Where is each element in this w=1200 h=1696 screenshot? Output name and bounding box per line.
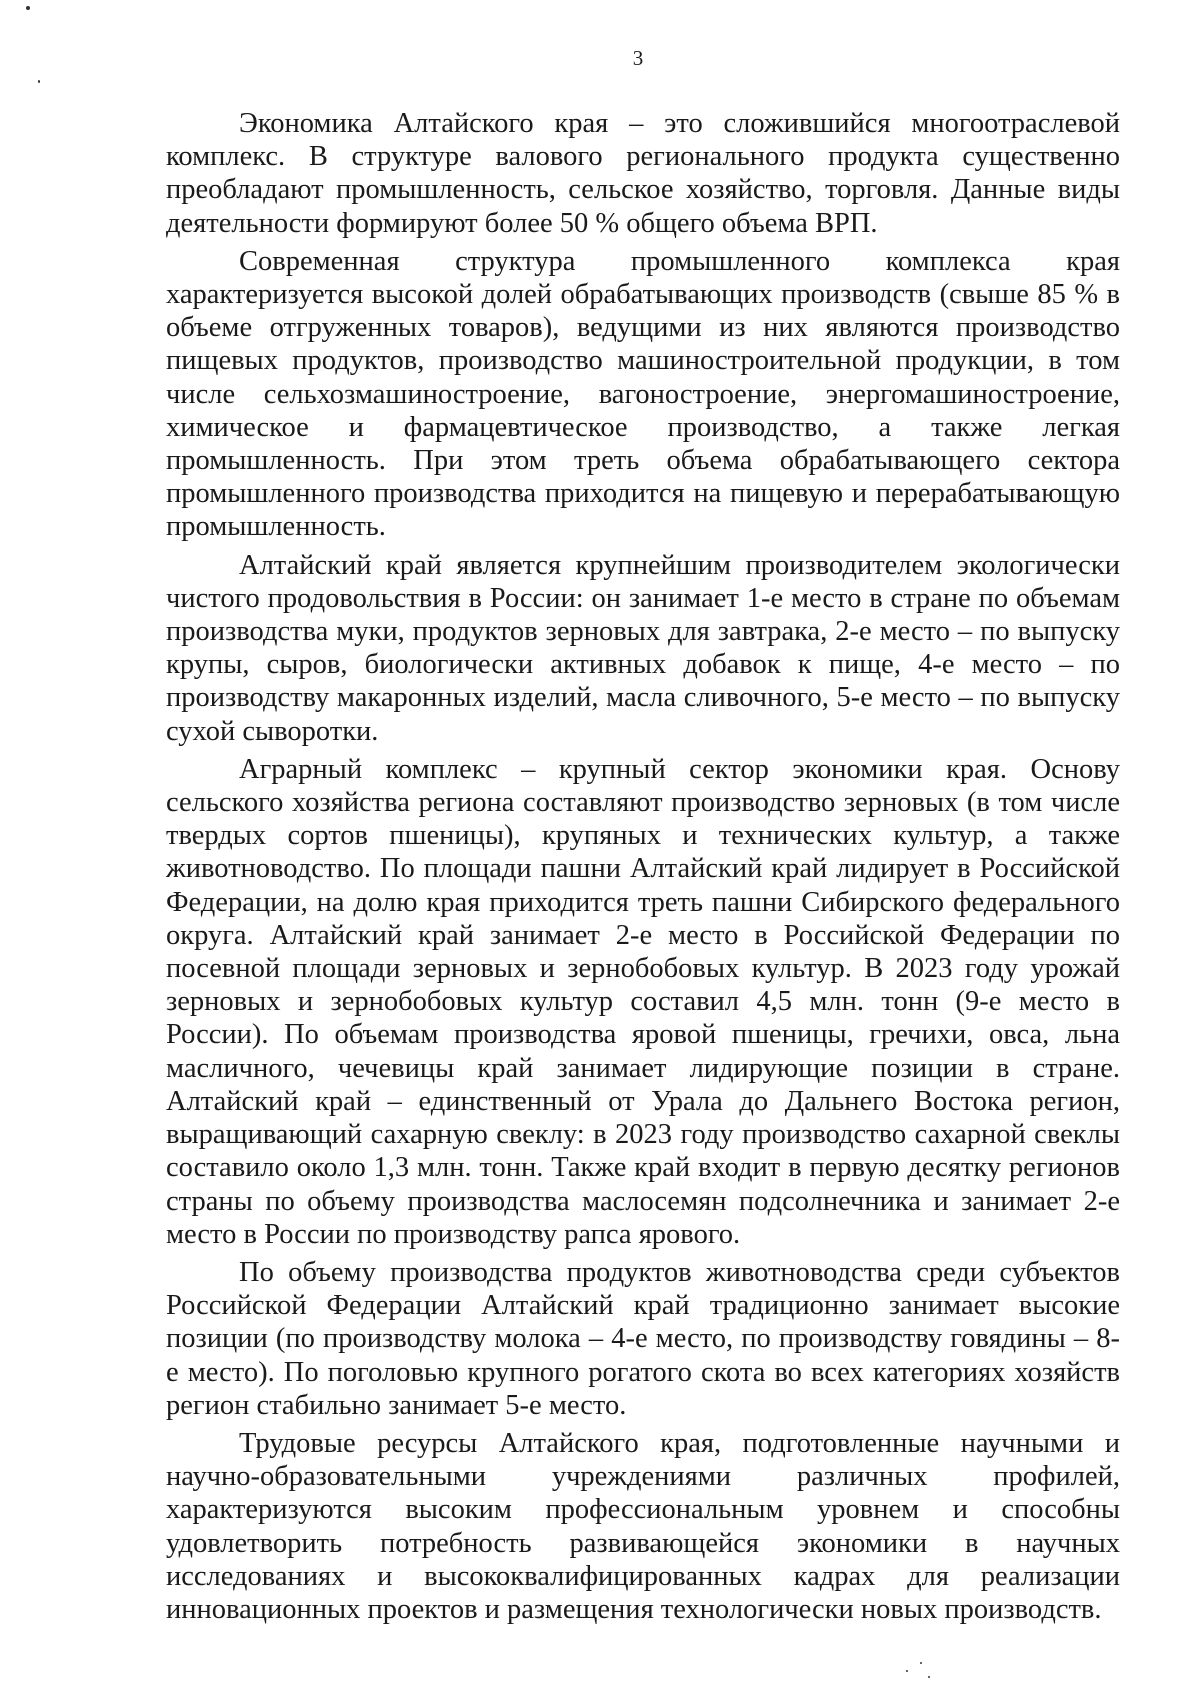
document-body: [166, 107, 1120, 1626]
scan-speck: [38, 80, 40, 83]
scan-speck: [26, 6, 30, 10]
paragraph-industry: Современная структура промышленного комплекса края характеризуется высокой долей обрабатывающих производств (свыше 85 % в объеме отгруженных товаров), ведущими из них являются производство пищевых продуктов, производство машиностроительной продукции, в том числе сельхозмашиностроение, вагоностроение, энергомашиностроение, химическое и фармацевтическое производство, а также легкая промышленность. При этом треть объема обрабатывающего сектора промышленного производства приходится на пищевую и перерабатывающую промышленность.: [166, 245, 1120, 543]
paragraph-labor-resources: Трудовые ресурсы Алтайского края, подготовленные научными и научно-образовательными учреждениями различных профилей, характеризуются высоким профессиональным уровнем и способны удовлетворить потребность развивающейся экономики в научных исследованиях и высококвалифицированных кадрах для реализации инновационных проектов и размещения технологически новых производств.: [166, 1427, 1120, 1625]
paragraph-economy: Экономика Алтайского края – это сложившийся многоотраслевой комплекс. В структуре валового регионального продукта существенно преобладают промышленность, сельское хозяйство, торговля. Данные виды деятельности формируют более 50 % общего объема ВРП.: [166, 108, 1120, 239]
paragraph-food-production: Алтайский край является крупнейшим производителем экологически чистого продовольствия в России: он занимает 1-е место в стране по объемам производства муки, продуктов зерновых для завтрака, 2-е место – по выпуску крупы, сыров, биологически активных добавок к пище, 4-е место – по производству макаронных изделий, масла сливочного, 5-е место – по выпуску сухой сыворотки.: [166, 549, 1120, 747]
scan-speck: [920, 1662, 922, 1664]
scan-speck: [906, 1670, 908, 1672]
page-number: 3: [632, 46, 644, 70]
paragraph-livestock: По объему производства продуктов животноводства среди субъектов Российской Федерации Алтайский край традиционно занимает высокие позиции (по производству молока – 4-е место, по производству говядины – 8-е место). По поголовью крупного рогатого скота во всех категориях хозяйств регион стабильно занимает 5-е место.: [166, 1256, 1120, 1421]
scan-speck: [928, 1676, 930, 1678]
paragraph-agriculture: Аграрный комплекс – крупный сектор экономики края. Основу сельского хозяйства региона составляют производство зерновых (в том числе твердых сортов пшеницы), крупяных и технических культур, а также животноводство. По площади пашни Алтайский край лидирует в Российской Федерации, на долю края приходится треть пашни Сибирского федерального округа. Алтайский край занимает 2-е место в Российской Федерации по посевной площади зерновых и зернобобовых культур. В 2023 году урожай зерновых и зернобобовых культур составил 4,5 млн. тонн (9-е место в России). По объемам производства яровой пшеницы, гречихи, овса, льна масличного, чечевицы край занимает лидирующие позиции в стране. Алтайский край – единственный от Урала до Дальнего Востока регион, выращивающий сахарную свеклу: в 2023 году производство сахарной свеклы составило около 1,3 млн. тонн. Также край входит в первую десятку регионов страны по объему производства маслосемян подсолнечника и занимает 2-е место в России по производству рапса ярового.: [166, 753, 1120, 1250]
